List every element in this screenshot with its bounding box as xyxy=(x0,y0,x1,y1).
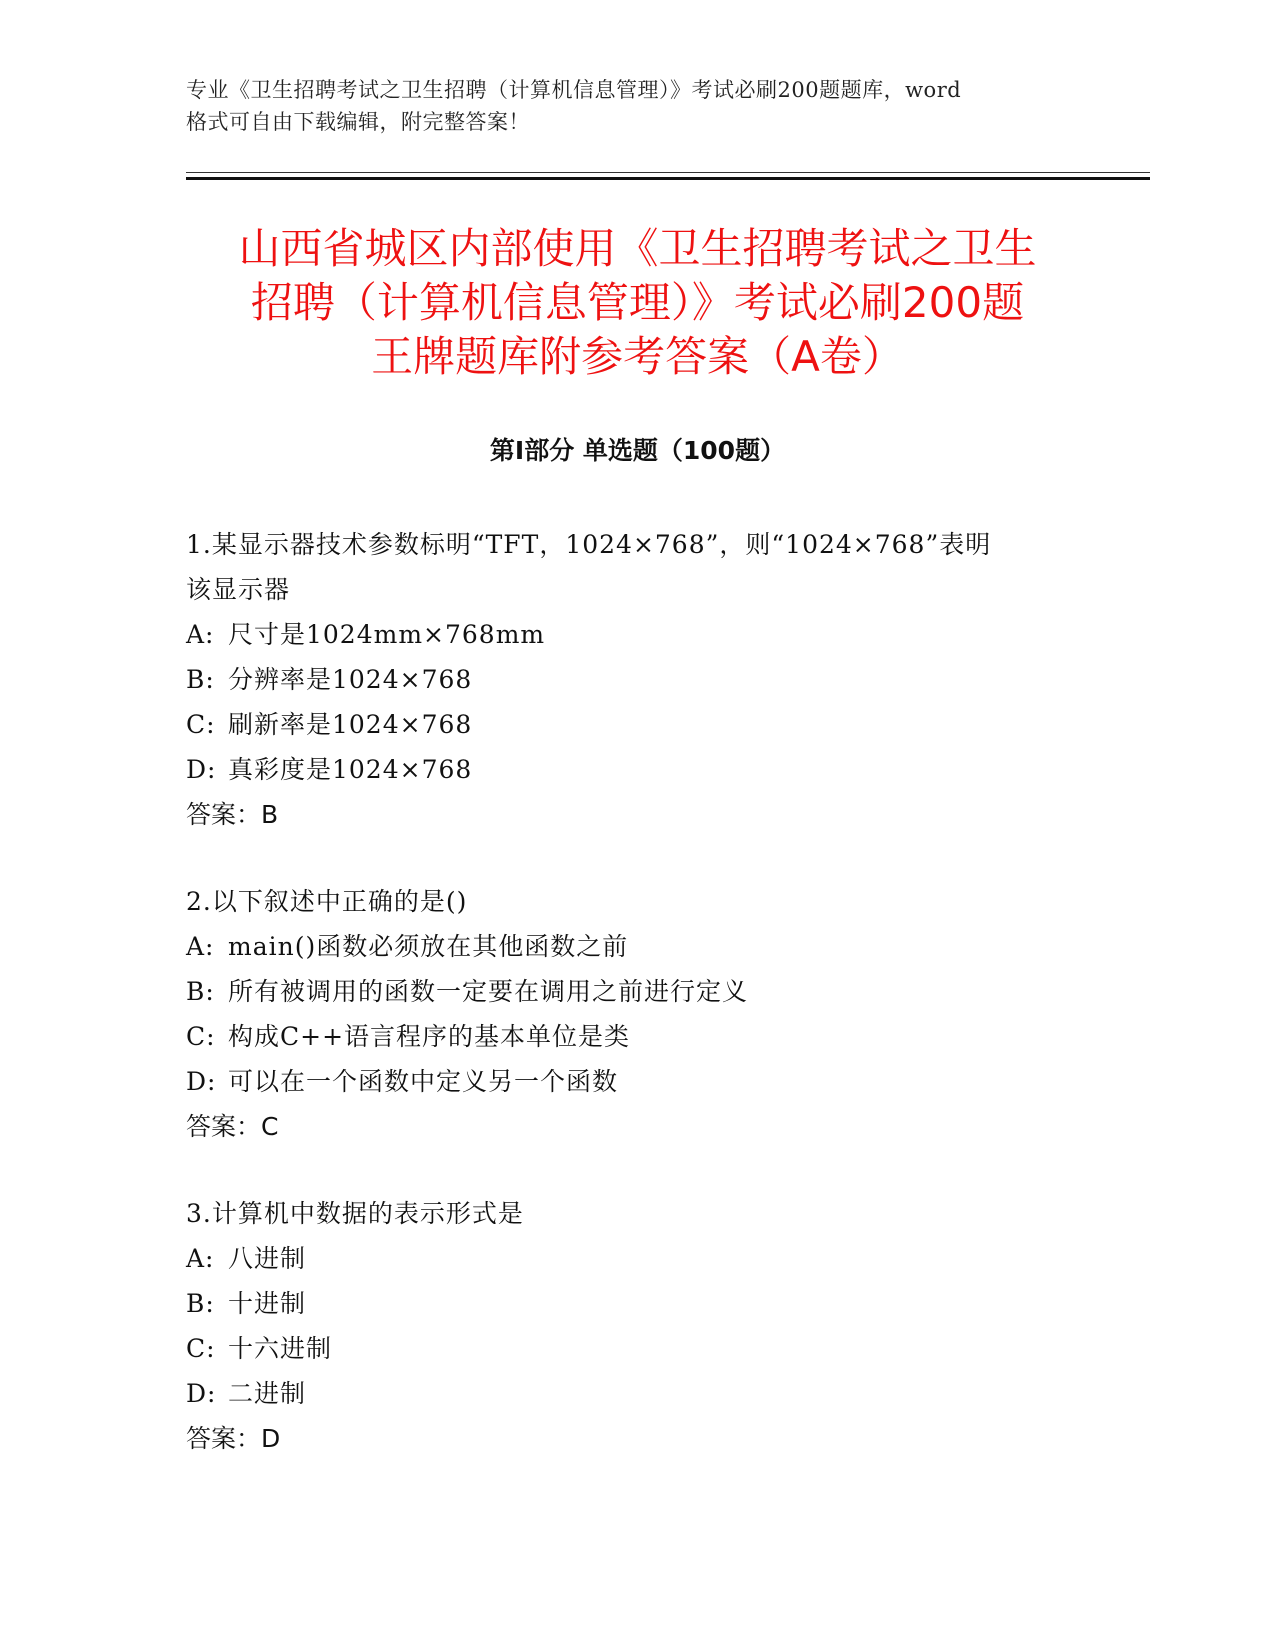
section-heading: 第Ⅰ部分 单选题（100题） xyxy=(489,436,786,465)
header-divider-thin xyxy=(186,172,1150,173)
header-note xyxy=(186,74,1086,138)
option-d xyxy=(186,747,1086,792)
title-line-1: 山西省城区内部使用《卫生招聘考试之卫生 xyxy=(238,224,1037,273)
document-title xyxy=(170,222,1105,384)
option-c xyxy=(186,1326,1086,1371)
question-3 xyxy=(186,1191,1086,1461)
header-divider-thick xyxy=(186,177,1150,180)
header-note-line-1: 专业《卫生招聘考试之卫生招聘（计算机信息管理）》考试必刷200题题库，word xyxy=(186,78,962,102)
question-stem: 1.某显示器技术参数标明“TFT，1024×768”，则“1024×768”表明 xyxy=(186,530,992,559)
option-text: 十六进制 xyxy=(228,1334,333,1363)
option-text: 分辨率是1024×768 xyxy=(228,665,473,694)
option-text: 构成C++语言程序的基本单位是类 xyxy=(228,1022,631,1051)
option-c xyxy=(186,702,1086,747)
option-c xyxy=(186,1014,1086,1059)
question-list xyxy=(186,522,1086,1503)
title-line-2: 招聘（计算机信息管理）》考试必刷200题 xyxy=(250,278,1025,327)
option-letter: A: xyxy=(186,620,215,649)
option-letter: A: xyxy=(186,932,215,961)
option-text: 所有被调用的函数一定要在调用之前进行定义 xyxy=(228,977,749,1006)
question-2 xyxy=(186,879,1086,1149)
option-letter: C: xyxy=(186,1022,216,1051)
option-text: 真彩度是1024×768 xyxy=(228,755,473,784)
title-line-3: 王牌题库附参考答案（A卷） xyxy=(371,332,904,381)
option-d xyxy=(186,1059,1086,1104)
option-text: 尺寸是1024mm×768mm xyxy=(228,620,546,649)
question-stem-continued: 该显示器 xyxy=(186,575,291,604)
option-letter: B: xyxy=(186,977,215,1006)
option-b xyxy=(186,969,1086,1014)
question-1 xyxy=(186,522,1086,837)
question-stem: 3.计算机中数据的表示形式是 xyxy=(186,1199,524,1228)
option-a xyxy=(186,612,1086,657)
option-text: 十进制 xyxy=(228,1289,307,1318)
option-text: 刷新率是1024×768 xyxy=(228,710,473,739)
option-b xyxy=(186,1281,1086,1326)
option-letter: C: xyxy=(186,710,216,739)
option-letter: D: xyxy=(186,1067,217,1096)
option-text: 可以在一个函数中定义另一个函数 xyxy=(228,1067,619,1096)
option-d xyxy=(186,1371,1086,1416)
option-letter: C: xyxy=(186,1334,216,1363)
option-a xyxy=(186,924,1086,969)
option-text: 八进制 xyxy=(228,1244,307,1273)
option-text: 二进制 xyxy=(228,1379,307,1408)
answer-label: 答案：C xyxy=(186,1112,279,1141)
option-letter: A: xyxy=(186,1244,215,1273)
option-b xyxy=(186,657,1086,702)
option-letter: B: xyxy=(186,665,215,694)
question-stem: 2.以下叙述中正确的是() xyxy=(186,887,468,916)
option-letter: D: xyxy=(186,1379,217,1408)
option-letter: B: xyxy=(186,1289,215,1318)
answer-label: 答案：B xyxy=(186,800,279,829)
option-letter: D: xyxy=(186,755,217,784)
option-text: main()函数必须放在其他函数之前 xyxy=(228,932,629,961)
header-note-line-2: 格式可自由下载编辑，附完整答案！ xyxy=(186,110,530,134)
answer-label: 答案：D xyxy=(186,1424,281,1453)
option-a xyxy=(186,1236,1086,1281)
